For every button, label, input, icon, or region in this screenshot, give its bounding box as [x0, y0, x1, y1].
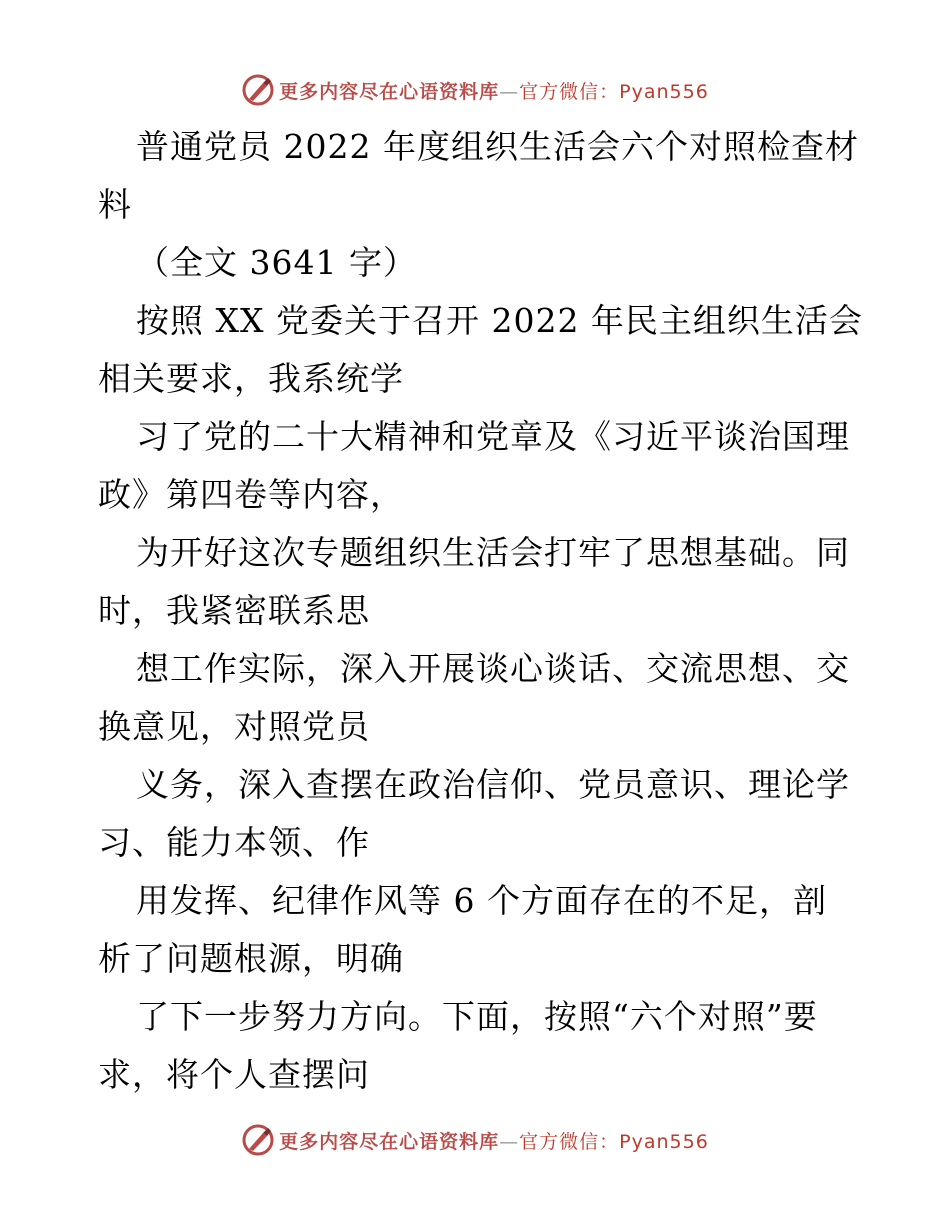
watermark-wechat: 官方微信：Pyan556: [519, 80, 709, 103]
text-line: 习了党的二十大精神和党章及《习近平谈治国理: [136, 417, 850, 456]
pen-logo-icon: [241, 73, 275, 107]
text-line: 了下一步努力方向。下面，按照“六个对照”要: [136, 997, 818, 1036]
text-line: （全文 3641 字）: [136, 243, 417, 282]
pen-logo-icon: [241, 1123, 275, 1157]
watermark-text: [279, 77, 709, 104]
text-line: 析了问题根源，明确: [98, 939, 404, 978]
watermark-separator: —: [499, 80, 520, 103]
watermark-separator: —: [499, 1130, 520, 1153]
text-line: 习、能力本领、作: [98, 823, 370, 862]
header-watermark: [0, 70, 950, 110]
text-line: 普通党员 2022 年度组织生活会六个对照检查材: [136, 127, 859, 166]
text-line: 料: [98, 185, 132, 224]
text-line: 按照 XX 党委关于召开 2022 年民主组织生活会: [136, 301, 863, 340]
watermark-wechat: 官方微信：Pyan556: [519, 1130, 709, 1153]
text-line: 义务，深入查摆在政治信仰、党员意识、理论学: [136, 765, 850, 804]
footer-watermark: [0, 1120, 950, 1160]
text-line: 相关要求，我系统学: [98, 359, 404, 398]
text-line: 时，我紧密联系思: [98, 591, 370, 630]
text-line: 为开好这次专题组织生活会打牢了思想基础。同: [136, 533, 850, 572]
text-line: 想工作实际，深入开展谈心谈话、交流思想、交: [136, 649, 850, 688]
watermark-text: [279, 1127, 709, 1154]
text-line: 求，将个人查摆问: [98, 1055, 370, 1094]
document-body: [98, 118, 863, 1104]
text-line: 用发挥、纪律作风等 6 个方面存在的不足，剖: [136, 881, 827, 920]
text-line: 换意见，对照党员: [98, 707, 370, 746]
text-line: 政》第四卷等内容，: [98, 475, 404, 514]
watermark-main: 更多内容尽在心语资料库: [279, 1130, 500, 1153]
watermark-main: 更多内容尽在心语资料库: [279, 80, 500, 103]
